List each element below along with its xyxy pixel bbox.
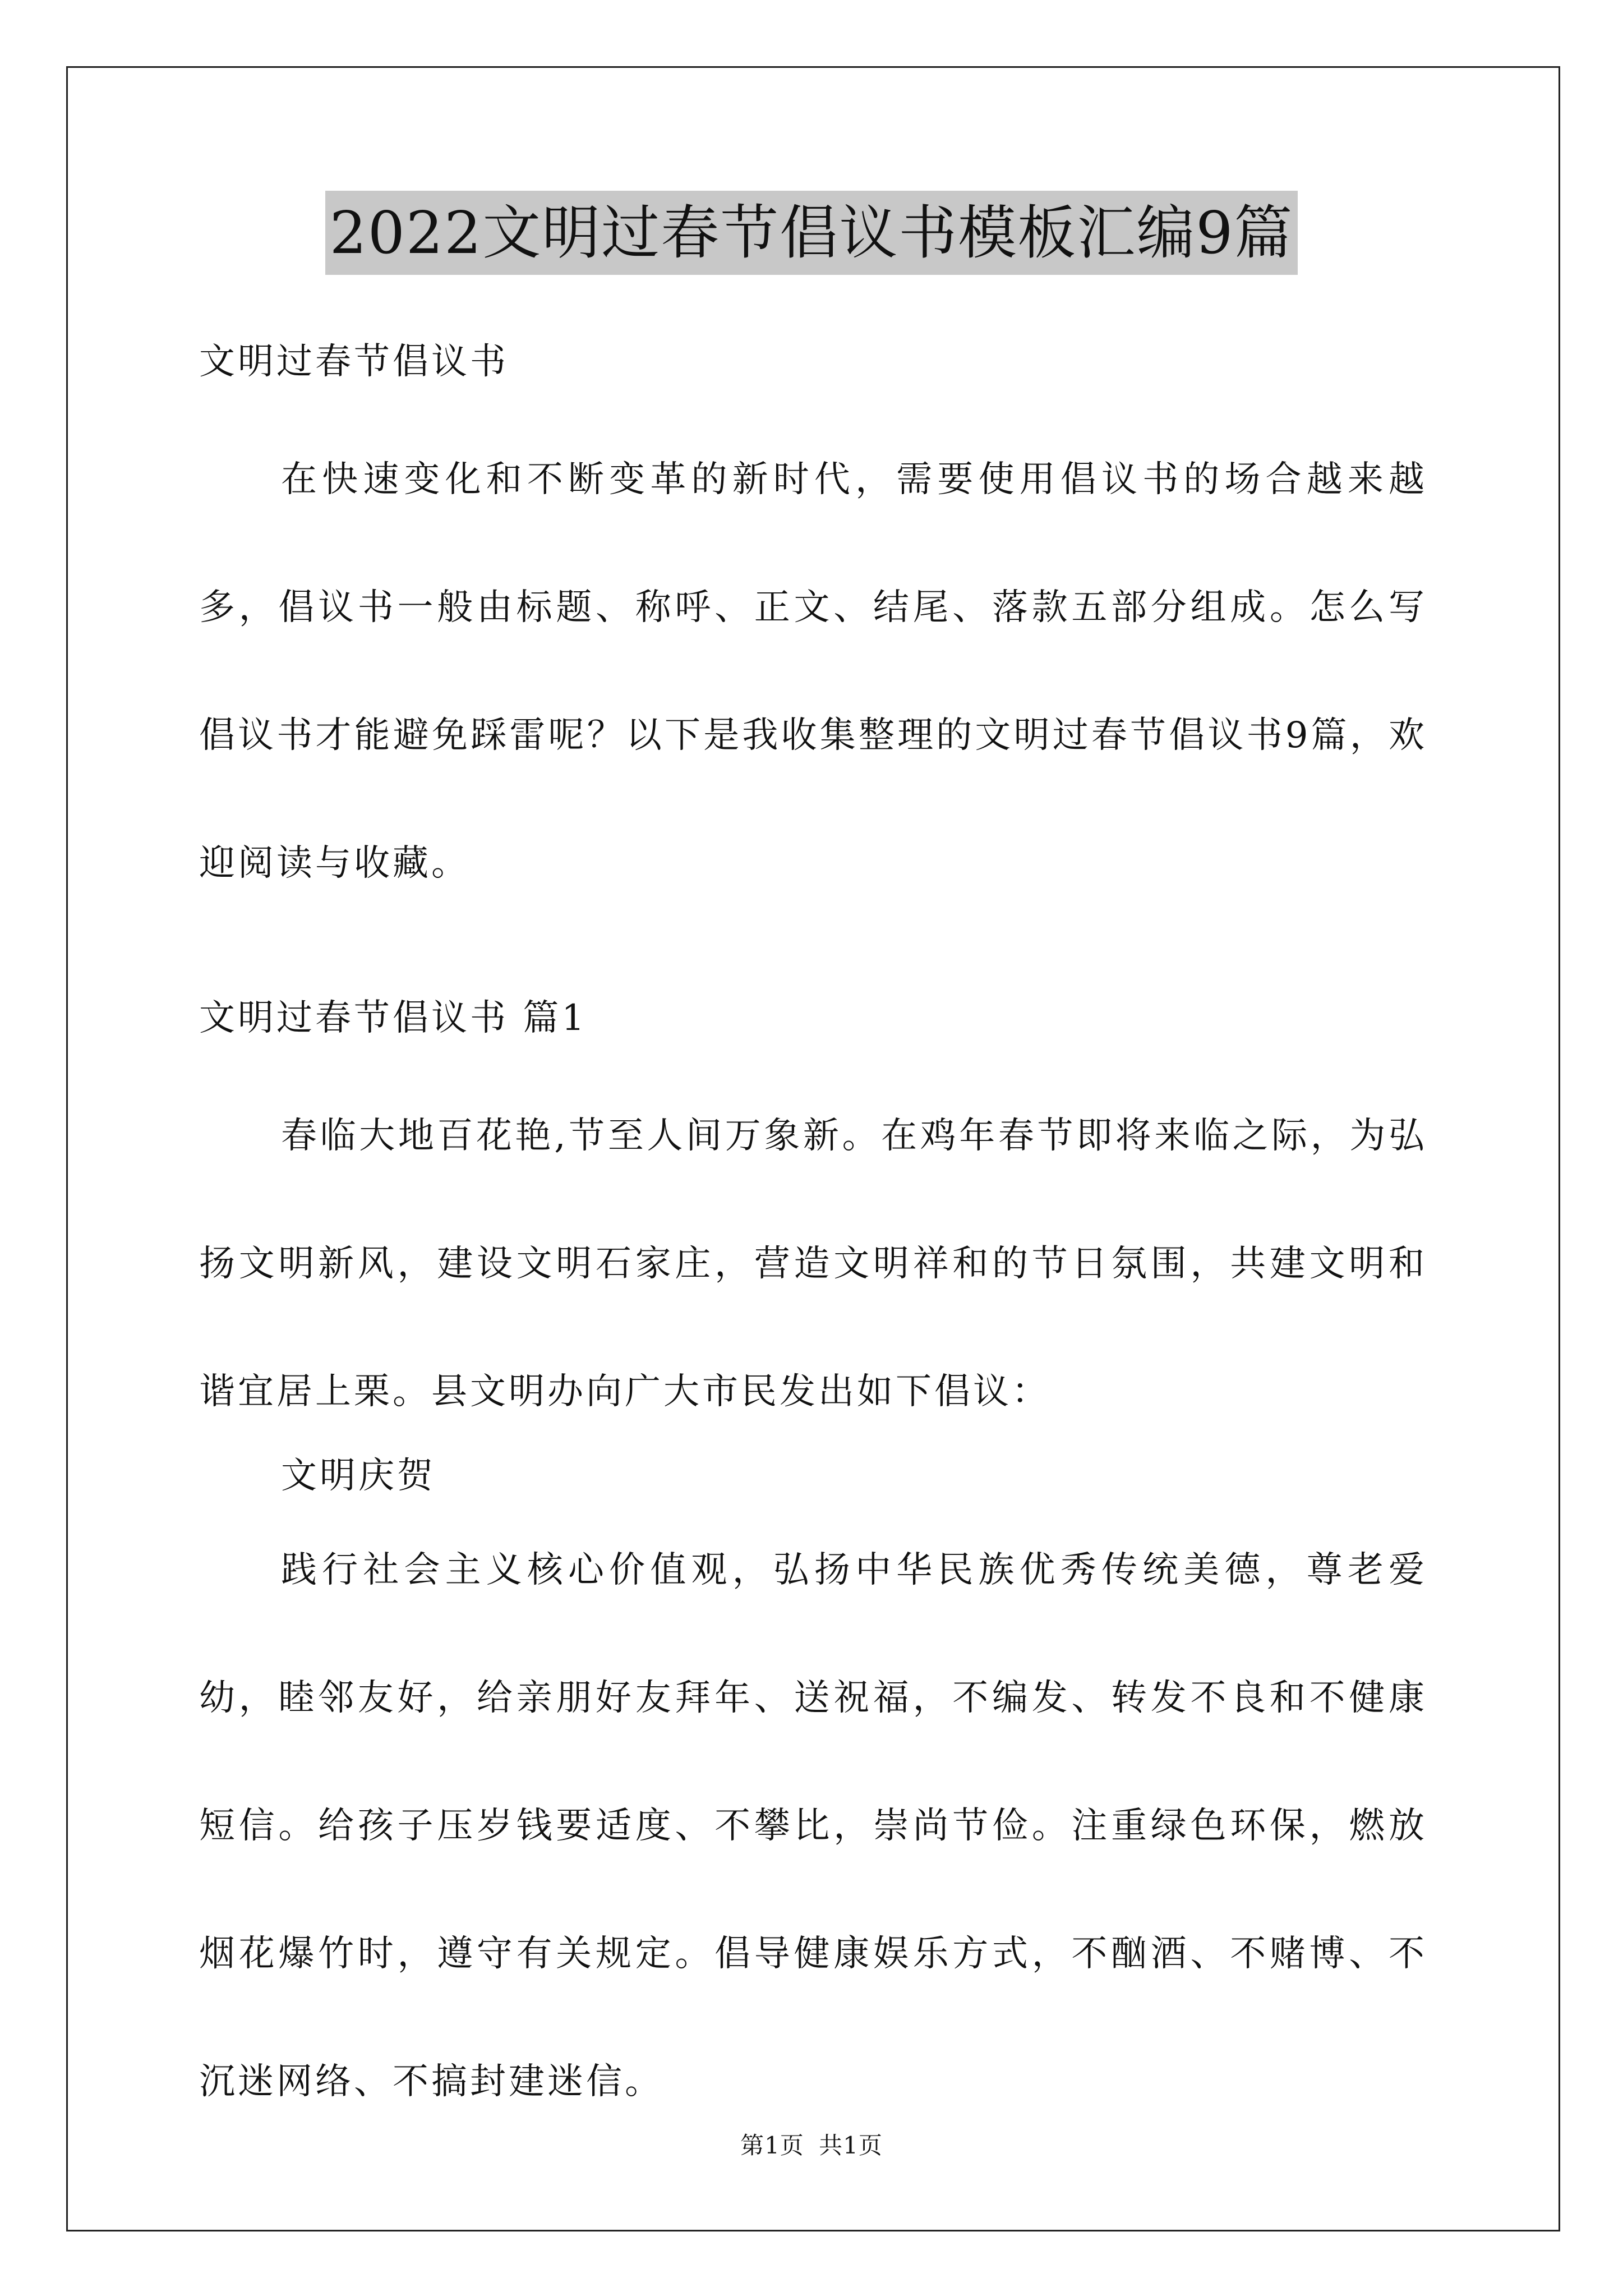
page-footer (0, 2129, 1623, 2162)
intro-paragraph: 在快速变化和不断变革的新时代，需要使用倡议书的场合越来越多，倡议书一般由标题、称呼、正文、结尾、落款五部分组成。怎么写倡议书才能避免踩雷呢？以下是我收集整理的文明过春节倡议书9篇，欢迎阅读与收藏。 (199, 459, 1427, 884)
section1-paragraph-1: 春临大地百花艳,节至人间万象新。在鸡年春节即将来临之际，为弘扬文明新风，建设文明石家庄，营造文明祥和的节日氛围，共建文明和谐宜居上栗。县文明办向广大市民发出如下倡议： (199, 1115, 1427, 1412)
section1-heading: 文明过春节倡议书 篇1 (199, 997, 588, 1039)
document-title: 2022文明过春节倡议书模板汇编9篇 (325, 191, 1298, 275)
section1-subheading: 文明庆贺 (281, 1455, 436, 1497)
section1-paragraph-2: 践行社会主义核心价值观，弘扬中华民族优秀传统美德，尊老爱幼，睦邻友好，给亲朋好友拜年、送祝福，不编发、转发不良和不健康短信。给孩子压岁钱要适度、不攀比，崇尚节俭。注重绿色环保，燃放烟花爆竹时，遵守有关规定。倡导健康娱乐方式，不酗酒、不赌博、不沉迷网络、不搞封建迷信。 (199, 1549, 1427, 2102)
page-total: 共1页 (819, 2132, 883, 2159)
page-number: 第1页 (740, 2132, 804, 2159)
section-1 (199, 984, 1427, 2146)
intro-section (199, 328, 1427, 927)
intro-heading: 文明过春节倡议书 (199, 341, 509, 383)
title-container (0, 191, 1623, 275)
